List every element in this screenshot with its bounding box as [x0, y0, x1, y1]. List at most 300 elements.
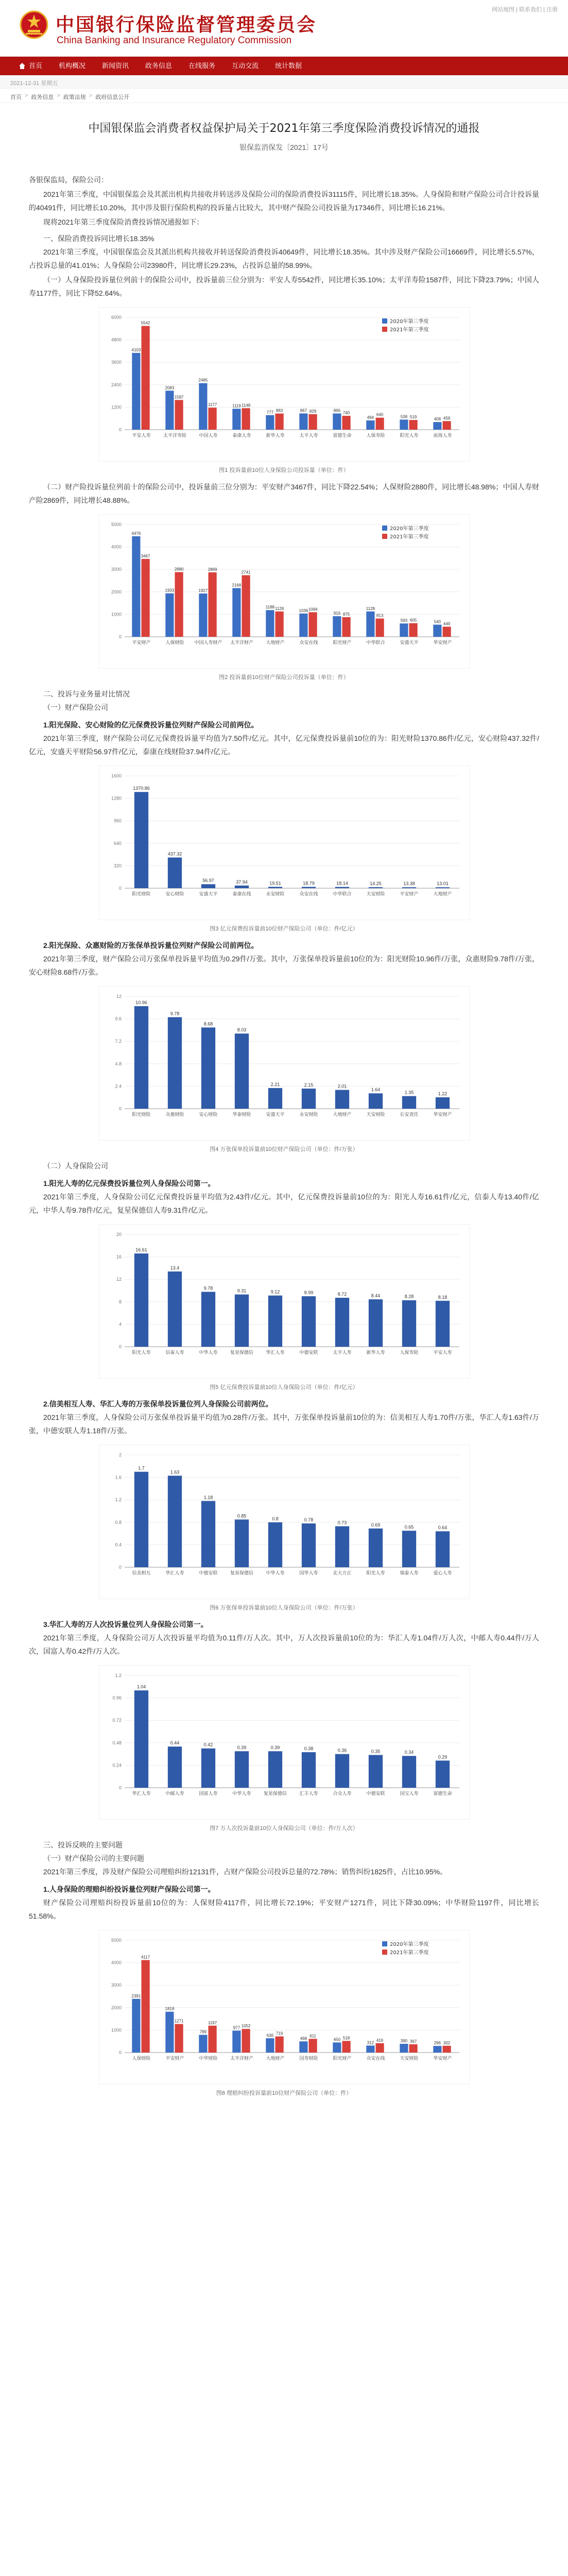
- bar: [333, 2042, 341, 2053]
- bar: [242, 575, 250, 637]
- y-tick-label: 2400: [111, 382, 122, 387]
- bar: [134, 1253, 148, 1347]
- data-label: 13.38: [403, 881, 415, 887]
- bar: [400, 419, 408, 430]
- bar: [368, 1529, 382, 1567]
- legend-label: 2020年第三季度: [389, 1942, 428, 1947]
- x-tick-label: 华安财产: [433, 2056, 452, 2061]
- data-label: 538: [400, 414, 407, 419]
- bar: [234, 886, 248, 888]
- paragraph: 财产保险公司理赔纠纷投诉量前10位的为：人保财险4117件，同比增长72.19%；平安财产1271件，同比下降30.09%；中华财险1197件，同比增长51.58%。: [29, 1899, 539, 1920]
- legend-swatch: [382, 327, 387, 332]
- data-label: 367: [409, 2039, 417, 2044]
- chart-caption: 图8 理赔纠纷投诉量前10位财产保险公司（单位：件）: [216, 2090, 352, 2096]
- data-label: 16.61: [135, 1247, 147, 1252]
- x-tick-label: 太平人寿: [332, 1350, 352, 1355]
- data-label: 1148: [241, 403, 250, 408]
- data-label: 1818: [165, 2006, 174, 2011]
- data-label: 2869: [208, 567, 217, 572]
- data-label: 1927: [198, 588, 208, 593]
- data-label: 1128: [366, 606, 375, 611]
- bar: [266, 415, 274, 430]
- chart-frame: [99, 986, 470, 1141]
- x-tick-label: 国富人寿: [198, 1791, 218, 1797]
- breadcrumb: 首页 > 政务信息 > 政策法规 > 政府信息公开: [0, 89, 568, 103]
- legend-label: 2021年第三季度: [389, 534, 428, 540]
- x-tick-label: 众安在线: [366, 2056, 385, 2061]
- x-tick-label: 天安财险: [366, 1112, 385, 1117]
- x-tick-label: 国宝人寿: [399, 1791, 419, 1797]
- bar: [167, 1476, 181, 1567]
- bar: [402, 1756, 416, 1788]
- bar: [275, 414, 283, 430]
- y-tick-label: 0: [118, 886, 122, 891]
- data-label: 977: [233, 2025, 240, 2030]
- data-label: 640: [376, 412, 383, 417]
- x-tick-label: 泰康在线: [232, 892, 251, 897]
- y-tick-label: 0: [118, 1565, 122, 1570]
- data-label: 312: [367, 2040, 374, 2045]
- bar: [134, 1472, 148, 1567]
- bar: [442, 626, 451, 637]
- x-tick-label: 中德安联: [299, 1350, 318, 1355]
- legend-label: 2021年第三季度: [389, 327, 428, 333]
- bar: [308, 2039, 317, 2053]
- data-label: 0.65: [404, 1524, 414, 1530]
- bar: [132, 1999, 140, 2053]
- data-label: 813: [376, 613, 383, 618]
- bar: [141, 559, 149, 637]
- bar: [335, 1526, 349, 1567]
- legend-swatch: [382, 318, 387, 324]
- x-tick-label: 阳光财险: [131, 1112, 151, 1117]
- bar: [234, 1751, 248, 1788]
- legend-swatch: [382, 1950, 387, 1955]
- x-tick-label: 富德生命: [332, 433, 352, 438]
- y-tick-label: 1.6: [114, 1475, 122, 1480]
- finding-title: 2.阳光保险、众惠财险的万张保单投诉量位列财产保险公司前两位。: [43, 941, 259, 950]
- breadcrumb-item[interactable]: 首页: [10, 94, 22, 100]
- bar: [299, 614, 307, 637]
- y-tick-label: 4000: [111, 544, 122, 550]
- nav-news[interactable]: 新闻资讯: [102, 62, 129, 70]
- chart-6: [99, 1445, 470, 1599]
- site-header: [0, 0, 568, 57]
- y-tick-label: 12: [116, 994, 122, 999]
- bar: [141, 326, 149, 430]
- bar: [402, 1300, 416, 1347]
- data-label: 459: [443, 416, 450, 421]
- x-tick-label: 平安人寿: [131, 433, 151, 438]
- data-label: 4103: [131, 347, 141, 352]
- breadcrumb-item[interactable]: 政府信息公开: [95, 94, 130, 100]
- data-label: 0.39: [270, 1745, 280, 1751]
- bar: [242, 408, 250, 430]
- x-tick-label: 太平洋财产: [230, 640, 253, 646]
- data-label: 302: [443, 2040, 450, 2045]
- finding-title: 1.人身保险的理赔纠纷投诉量位列财产保险公司第一。: [43, 1885, 215, 1893]
- top-links[interactable]: 网站地图 | 联系我们 | 注册: [492, 7, 558, 13]
- bar: [208, 572, 216, 637]
- finding-title: 2.信美相互人寿、华汇人寿的万张保单投诉量位列人身保险公司前两位。: [43, 1400, 273, 1408]
- data-label: 2485: [198, 378, 208, 383]
- data-label: 8.18: [438, 1294, 447, 1300]
- bar: [435, 887, 449, 888]
- x-tick-label: 天安财险: [366, 892, 385, 897]
- y-tick-label: 3600: [111, 360, 122, 365]
- bar: [134, 792, 148, 888]
- chart-3: [99, 766, 470, 920]
- bar: [167, 857, 181, 888]
- x-tick-label: 阳光人寿: [399, 433, 419, 438]
- data-label: 1.7: [137, 1465, 145, 1471]
- x-tick-label: 中国人寿财产: [194, 640, 222, 646]
- x-tick-label: 华汇人寿: [165, 1571, 184, 1576]
- y-tick-label: 9.6: [114, 1016, 122, 1022]
- y-tick-label: 4800: [111, 337, 122, 343]
- data-label: 540: [434, 619, 441, 624]
- x-tick-label: 中华人寿: [232, 1791, 251, 1797]
- bar: [268, 887, 282, 888]
- y-tick-label: 960: [113, 818, 122, 824]
- bar: [132, 536, 140, 637]
- chart-caption: 图7 万人次投诉量前10位人身保险公司（单位：件/万人次）: [210, 1825, 358, 1832]
- data-label: 449: [443, 621, 450, 626]
- subsection-heading: （一）财产保险公司: [43, 703, 108, 711]
- y-tick-label: 4: [118, 1321, 122, 1327]
- bar: [232, 588, 240, 637]
- data-label: 0.73: [337, 1520, 347, 1526]
- y-tick-label: 0.4: [114, 1542, 122, 1548]
- y-tick-label: 12: [116, 1277, 122, 1282]
- bar: [435, 1531, 449, 1567]
- bar: [275, 2037, 283, 2053]
- bar: [442, 421, 451, 430]
- data-label: 866: [333, 408, 340, 413]
- data-label: 0.38: [304, 1745, 313, 1751]
- bar: [268, 1751, 282, 1788]
- bar: [433, 624, 441, 637]
- bar: [433, 422, 441, 430]
- y-tick-label: 1000: [111, 612, 122, 617]
- data-label: 498: [300, 2036, 307, 2041]
- data-label: 9.78: [170, 1011, 179, 1016]
- bar: [266, 2038, 274, 2053]
- bar: [435, 1301, 449, 1347]
- chart-8: [99, 1930, 470, 2084]
- x-tick-label: 华泰财险: [232, 1112, 251, 1117]
- data-label: 829: [309, 409, 316, 414]
- x-tick-label: 平安财产: [165, 2056, 184, 2061]
- bar: [301, 1752, 315, 1788]
- bar: [201, 1501, 215, 1567]
- subsection-heading: （一）财产保险公司的主要问题: [43, 1854, 144, 1862]
- chart-caption: 图1 投诉量前10位人身保险公司投诉量（单位：件）: [219, 467, 349, 473]
- y-tick-label: 1200: [111, 404, 122, 410]
- data-label: 296: [434, 2041, 441, 2046]
- data-label: 518: [342, 2036, 350, 2041]
- bar: [433, 2046, 441, 2053]
- bar: [266, 610, 274, 637]
- x-tick-label: 阳光财产: [332, 640, 352, 646]
- bar: [435, 1760, 449, 1788]
- data-label: 1094: [308, 607, 317, 612]
- bar: [175, 2024, 183, 2053]
- data-label: 1370.86: [132, 786, 150, 791]
- document-number: 银保监消保发〔2021〕17号: [239, 143, 329, 151]
- data-label: 1.64: [371, 1087, 380, 1093]
- subsection-heading: （二）人身保险公司: [43, 1162, 108, 1170]
- y-tick-label: 4.8: [114, 1061, 122, 1066]
- bar: [132, 353, 140, 430]
- y-tick-label: 0: [118, 2050, 122, 2055]
- paragraph: 2021年第三季度，人身保险公司亿元保费投诉量平均值为2.43件/亿元。其中，亿元保费投诉量前10位的为：阳光人寿16.61件/亿元，信泰人寿13.40件/亿元，中华人寿9.78件/亿元，复星保德信人寿9.31件/亿元。: [29, 1193, 539, 1214]
- data-label: 0.44: [170, 1740, 179, 1746]
- paragraph: 2021年第三季度，人身保险公司万张保单投诉量平均值为0.28件/万张。其中，万张保单投诉量前10位的为：信美相互人寿1.70件/万张，华汇人寿1.63件/万张，中德安联人寿1.18件/万张。: [29, 1413, 539, 1435]
- bar: [368, 1755, 382, 1788]
- data-label: 14.25: [369, 881, 382, 887]
- bar: [335, 1298, 349, 1347]
- data-label: 605: [409, 618, 417, 623]
- x-tick-label: 复星保德信: [230, 1350, 253, 1355]
- data-label: 2168: [232, 583, 241, 588]
- nav-about[interactable]: 机构概况: [59, 62, 86, 70]
- data-label: 10.96: [135, 999, 147, 1005]
- data-label: 1177: [208, 402, 217, 408]
- x-tick-label: 安心财险: [165, 892, 184, 897]
- data-label: 0.36: [337, 1748, 347, 1753]
- x-tick-label: 平安财产: [399, 892, 419, 897]
- x-tick-label: 中德安联: [366, 1791, 385, 1797]
- bar: [299, 413, 307, 430]
- x-tick-label: 信美相互: [131, 1571, 151, 1576]
- bar: [301, 1523, 315, 1567]
- national-emblem-icon: [20, 10, 48, 39]
- x-tick-label: 平安财产: [131, 640, 151, 646]
- bar: [335, 1754, 349, 1788]
- x-tick-label: 太平洋寿险: [163, 433, 186, 438]
- bar: [199, 2035, 207, 2053]
- bar: [402, 1531, 416, 1567]
- y-tick-label: 8: [118, 1299, 122, 1304]
- x-tick-label: 复星保德信: [230, 1571, 253, 1576]
- bar: [268, 1088, 282, 1109]
- x-tick-label: 安盛天平: [198, 892, 218, 897]
- salutation: 各银保监局，保险公司：: [29, 176, 108, 184]
- bar: [366, 420, 374, 430]
- bar: [199, 383, 207, 430]
- x-tick-label: 复星保德信: [263, 1791, 287, 1797]
- data-label: 916: [333, 611, 340, 616]
- x-tick-label: 中华人寿: [265, 1571, 285, 1576]
- data-label: 390: [400, 2038, 407, 2043]
- paragraph: 2021年第三季度，财产保险公司万张保单投诉量平均值为0.29件/万张。其中，万张保单投诉量前10位的为：阳光财险10.96件/万张，众惠财险9.78件/万张，安心财险8.68件/万张。: [29, 955, 539, 976]
- bar: [435, 1097, 449, 1109]
- paragraph: （二）财产险投诉量位列前十的保险公司中，投诉量前三位分别为：平安财产3467件，同比下降22.54%；人保财险2880件，同比增长48.98%；中国人寿财产险2869件，同比增长48.88%。: [29, 483, 539, 504]
- data-label: 0.78: [304, 1517, 313, 1522]
- x-tick-label: 大地财产: [433, 892, 452, 897]
- x-tick-label: 华汇人寿: [131, 1791, 151, 1797]
- x-tick-label: 人保寿险: [366, 433, 385, 438]
- data-label: 19.51: [269, 880, 281, 886]
- data-label: 416: [376, 2038, 383, 2043]
- bar: [402, 887, 416, 888]
- bar: [165, 2012, 174, 2053]
- x-tick-label: 前海人寿: [433, 433, 452, 438]
- chart-frame: [99, 1445, 470, 1599]
- data-label: 863: [276, 408, 283, 413]
- bar: [167, 1747, 181, 1788]
- data-label: 519: [409, 415, 417, 420]
- chart-1: [99, 307, 470, 462]
- data-label: 9.31: [237, 1288, 246, 1294]
- y-tick-label: 2: [118, 1452, 122, 1458]
- data-label: 1.04: [136, 1684, 146, 1690]
- data-label: 1197: [208, 2020, 217, 2025]
- data-label: 740: [342, 411, 350, 416]
- data-label: 0.42: [203, 1742, 213, 1748]
- bar: [375, 418, 384, 430]
- y-tick-label: 0: [118, 427, 122, 432]
- data-label: 0.35: [371, 1749, 380, 1754]
- data-label: 1271: [174, 2019, 183, 2024]
- legend-label: 2020年第三季度: [389, 526, 428, 532]
- x-tick-label: 华安财产: [433, 640, 452, 646]
- section-heading: 三、投诉反映的主要问题: [43, 1841, 123, 1849]
- data-label: 1036: [299, 608, 308, 613]
- bar: [232, 2030, 240, 2053]
- data-label: 0.8: [271, 1516, 279, 1521]
- breadcrumb-item[interactable]: 政务信息: [31, 94, 54, 100]
- y-tick-label: 16: [116, 1254, 122, 1260]
- data-label: 18.79: [302, 880, 315, 886]
- data-label: 777: [266, 410, 273, 415]
- x-tick-label: 信泰人寿: [165, 1350, 184, 1355]
- y-tick-label: 1000: [111, 2027, 122, 2033]
- chart-caption: 图2 投诉量前10位财产保险公司投诉量（单位：件）: [219, 674, 349, 681]
- date-bar: 2021-12-31 星期五: [0, 75, 568, 89]
- bar: [165, 391, 174, 430]
- y-tick-label: 0: [118, 1344, 122, 1349]
- breadcrumb-item[interactable]: 政策法规: [63, 94, 86, 100]
- bar: [333, 616, 341, 637]
- x-tick-label: 人保财险: [131, 2056, 151, 2061]
- x-tick-label: 中邮人寿: [165, 1791, 184, 1797]
- paragraph: 2021年第三季度，财产保险公司亿元保费投诉量平均值为7.50件/亿元。其中，亿元保费投诉量前10位的为：阳光财险1370.86件/亿元，安心财险437.32件/亿元，安盛天平财险56.97件/亿元，泰康在线财险37.94件/亿元。: [29, 734, 539, 756]
- y-tick-label: 640: [113, 840, 122, 846]
- chart-caption: 图3 亿元保费投诉量前10位财产保险公司（单位：件/亿元）: [210, 926, 358, 932]
- bar: [175, 400, 183, 430]
- data-label: 13.4: [170, 1265, 179, 1270]
- nav-online-service[interactable]: 在线服务: [188, 62, 216, 70]
- data-label: 408: [434, 417, 441, 422]
- data-label: 8.99: [304, 1290, 313, 1296]
- data-label: 1.18: [203, 1495, 213, 1500]
- y-tick-label: 3000: [111, 567, 122, 572]
- y-tick-label: 20: [116, 1232, 122, 1237]
- data-label: 13.01: [436, 881, 449, 887]
- bar: [199, 594, 207, 637]
- site-title-en: China Banking and Insurance Regulatory Commission: [57, 35, 292, 46]
- y-tick-label: 0.72: [112, 1718, 122, 1723]
- data-label: 0.69: [371, 1522, 380, 1528]
- bar: [301, 887, 315, 888]
- chart-5: [99, 1224, 470, 1379]
- x-tick-label: 华汇人寿: [265, 1350, 285, 1355]
- nav-interaction[interactable]: 互动交流: [232, 62, 259, 70]
- data-label: 2083: [165, 385, 174, 391]
- x-tick-label: 阳光人寿: [366, 1571, 385, 1576]
- bar: [175, 572, 183, 637]
- chart-2: [99, 514, 470, 669]
- data-label: 4476: [131, 531, 141, 536]
- x-tick-label: 瑞泰人寿: [399, 1571, 419, 1576]
- bar: [234, 1295, 248, 1347]
- y-tick-label: 2.4: [114, 1083, 122, 1089]
- data-label: 0.39: [237, 1745, 246, 1751]
- y-tick-label: 5000: [111, 522, 122, 527]
- bar: [201, 1749, 215, 1788]
- x-tick-label: 大地财产: [265, 2056, 285, 2061]
- bar: [409, 420, 417, 430]
- x-tick-label: 中国人寿: [198, 433, 218, 438]
- y-tick-label: 3000: [111, 1982, 122, 1988]
- bar: [268, 1296, 282, 1347]
- data-label: 789: [199, 2029, 206, 2035]
- paragraph: 2021年第三季度，中国银保监会及其派出机构共接收并转送保险消费投诉40649件，同比增长18.35%。其中涉及财产保险公司16669件，同比增长5.57%，占投诉总量的41.01%；人身保险公司23980件，同比增长29.23%，占投诉总量的58.99%。: [29, 248, 539, 269]
- x-tick-label: 国寿财险: [299, 2056, 318, 2061]
- nav-statistics[interactable]: 统计数据: [275, 62, 302, 70]
- bar: [342, 416, 350, 430]
- bar: [375, 2043, 384, 2053]
- bar: [400, 623, 408, 637]
- chart-7: [99, 1665, 470, 1820]
- data-label: 494: [367, 415, 374, 420]
- data-label: 3467: [141, 553, 150, 558]
- y-tick-label: 2000: [111, 589, 122, 595]
- bar: [368, 887, 382, 888]
- bar: [366, 612, 374, 637]
- data-label: 719: [276, 2031, 283, 2036]
- data-label: 1587: [174, 395, 183, 400]
- data-label: 1128: [274, 606, 284, 611]
- bar: [366, 2045, 374, 2053]
- bar: [201, 1027, 215, 1109]
- paragraph: 2021年第三季度，人身保险公司万人次投诉量平均值为0.11件/万人次。其中，万人次投诉量前10位的为：华汇人寿1.04件/万人次，中邮人寿0.44件/万人次，国富人寿0.42件/万人次。: [29, 1634, 539, 1655]
- chart-frame: [99, 766, 470, 920]
- legend-label: 2020年第三季度: [389, 319, 428, 325]
- y-tick-label: 6000: [111, 315, 122, 320]
- x-tick-label: 中华人寿: [198, 1350, 218, 1355]
- bar: [402, 1096, 416, 1109]
- bar: [368, 1299, 382, 1347]
- data-label: 875: [342, 612, 350, 617]
- data-label: 0.34: [404, 1750, 414, 1755]
- y-tick-label: 0: [118, 1785, 122, 1790]
- bar: [141, 1960, 149, 2053]
- x-tick-label: 阳光财险: [131, 892, 151, 897]
- nav-gov-info[interactable]: 政务信息: [145, 62, 173, 70]
- section-heading: 一、保险消费投诉同比增长18.35%: [43, 234, 154, 243]
- x-tick-label: 阳光财产: [332, 2056, 352, 2061]
- bar: [301, 1296, 315, 1347]
- x-tick-label: 富德生命: [433, 1791, 452, 1797]
- nav-home[interactable]: 首页: [10, 57, 50, 75]
- bar: [134, 1006, 148, 1109]
- data-label: 8.03: [237, 1027, 246, 1033]
- x-tick-label: 汇丰人寿: [299, 1791, 318, 1797]
- data-label: 1052: [241, 2024, 250, 2029]
